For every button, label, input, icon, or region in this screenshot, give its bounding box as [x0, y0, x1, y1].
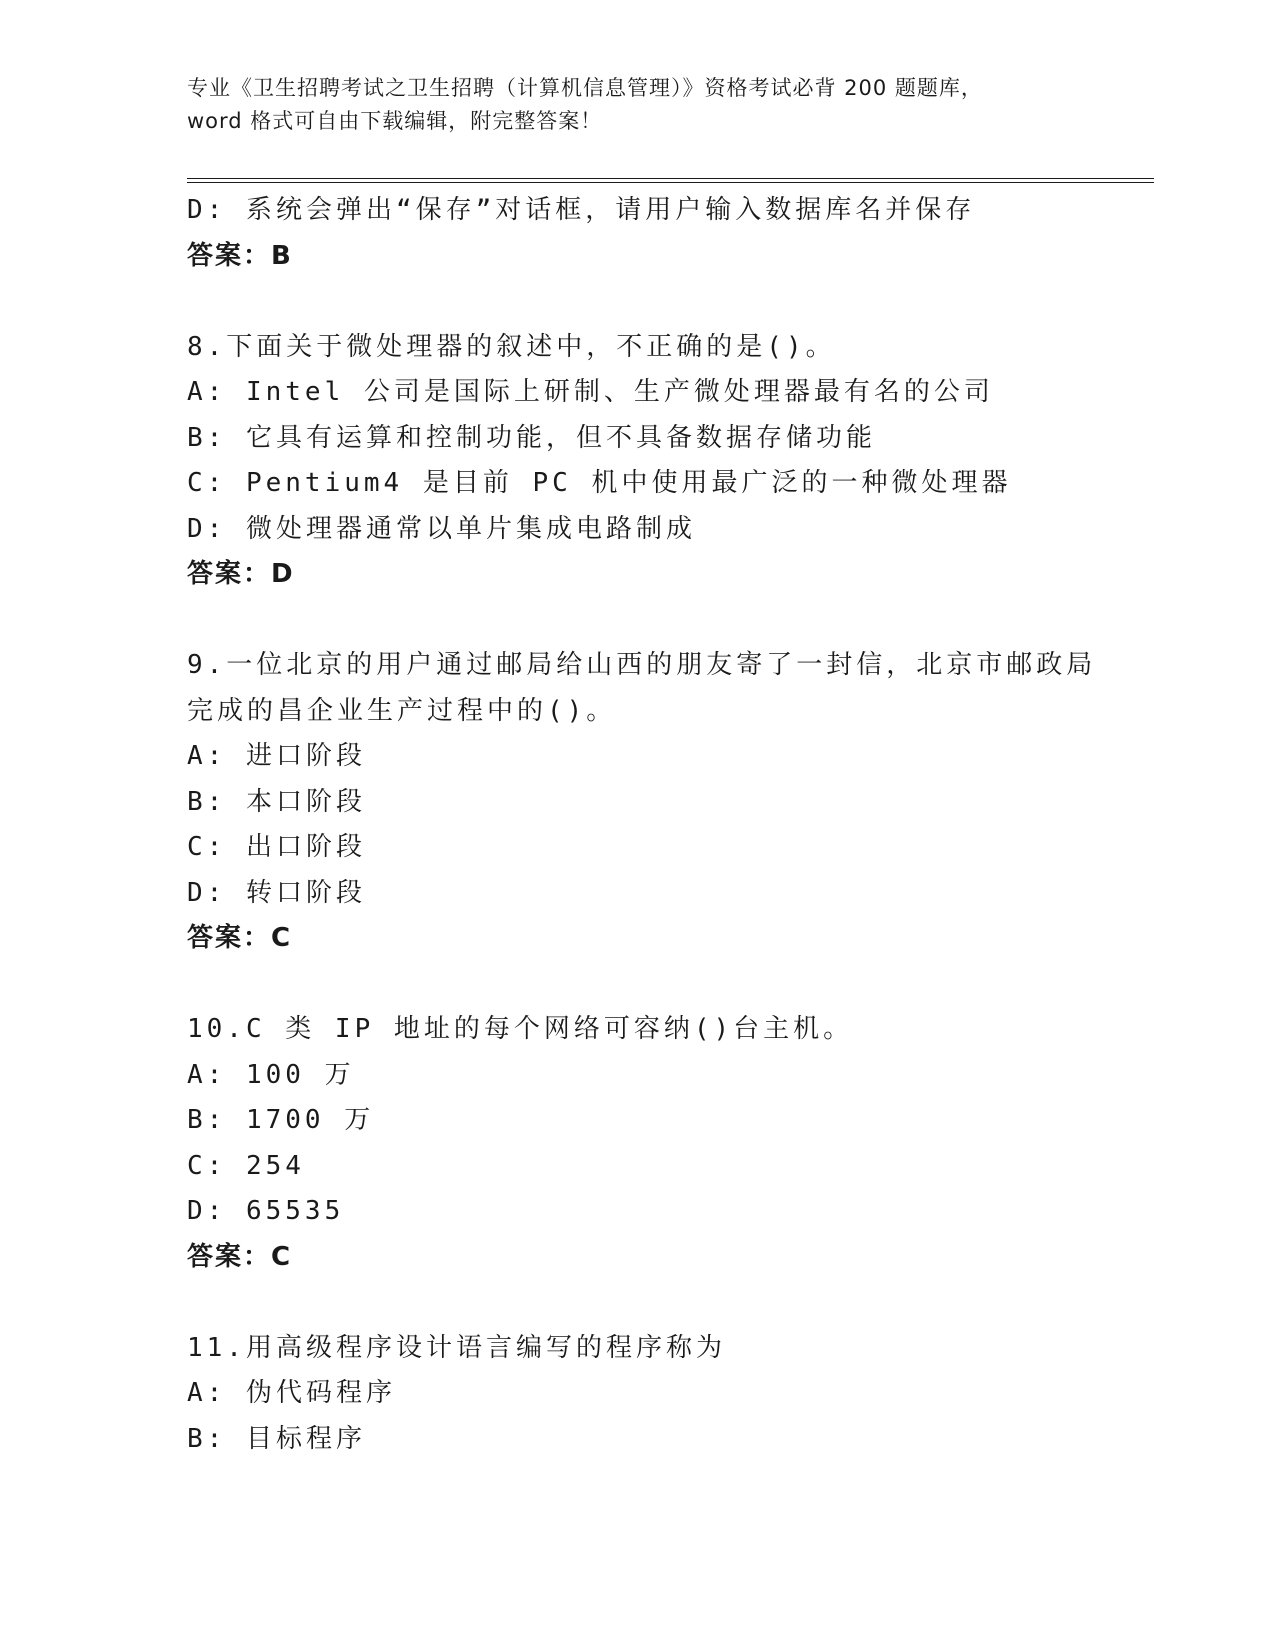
option-c: C: 254 [187, 1150, 305, 1181]
question-stem-line-2: 完成的昌企业生产过程中的()。 [187, 695, 617, 726]
option-a: A: 进口阶段 [187, 741, 366, 771]
spacer [187, 598, 1147, 644]
question-7-continued [187, 188, 1147, 279]
header-double-rule [187, 178, 1154, 183]
spacer [187, 279, 1147, 325]
answer-line: 答案：C [187, 923, 293, 953]
question-9 [187, 643, 1147, 962]
question-stem: 8.下面关于微处理器的叙述中，不正确的是()。 [187, 331, 836, 362]
header-title-line-1: 专业《卫生招聘考试之卫生招聘（计算机信息管理）》资格考试必背 200 题题库， [187, 76, 983, 100]
question-stem: 11.用高级程序设计语言编写的程序称为 [187, 1332, 726, 1363]
option-c: C: 出口阶段 [187, 832, 366, 862]
option-d: D: 转口阶段 [187, 877, 366, 908]
option-b: B: 1700 万 [187, 1105, 375, 1135]
option-b: B: 目标程序 [187, 1423, 366, 1454]
answer-line: 答案：B [187, 240, 293, 271]
header-title-line-2: word 格式可自由下载编辑，附完整答案！ [187, 109, 603, 133]
spacer [187, 1280, 1147, 1326]
option-d: D: 系统会弹出“保存”对话框，请用户输入数据库名并保存 [187, 195, 976, 225]
answer-line: 答案：C [187, 1241, 293, 1272]
answer-line: 答案：D [187, 559, 295, 589]
question-10 [187, 1007, 1147, 1280]
question-stem-line-1: 9.一位北京的用户通过邮局给山西的朋友寄了一封信，北京市邮政局 [187, 650, 1097, 680]
question-8 [187, 325, 1147, 598]
option-b: B: 本口阶段 [187, 786, 366, 817]
question-stem: 10.C 类 IP 地址的每个网络可容纳()台主机。 [187, 1014, 854, 1044]
option-a: A: 伪代码程序 [187, 1378, 396, 1408]
option-b: B: 它具有运算和控制功能，但不具备数据存储功能 [187, 422, 876, 453]
question-11 [187, 1326, 1147, 1463]
option-a: A: Intel 公司是国际上研制、生产微处理器最有名的公司 [187, 377, 994, 407]
spacer [187, 962, 1147, 1008]
option-a: A: 100 万 [187, 1059, 355, 1090]
option-d: D: 65535 [187, 1196, 345, 1226]
option-d: D: 微处理器通常以单片集成电路制成 [187, 513, 696, 544]
option-c: C: Pentium4 是目前 PC 机中使用最广泛的一种微处理器 [187, 468, 1012, 498]
question-content [187, 188, 1147, 1462]
document-header [187, 72, 1087, 138]
